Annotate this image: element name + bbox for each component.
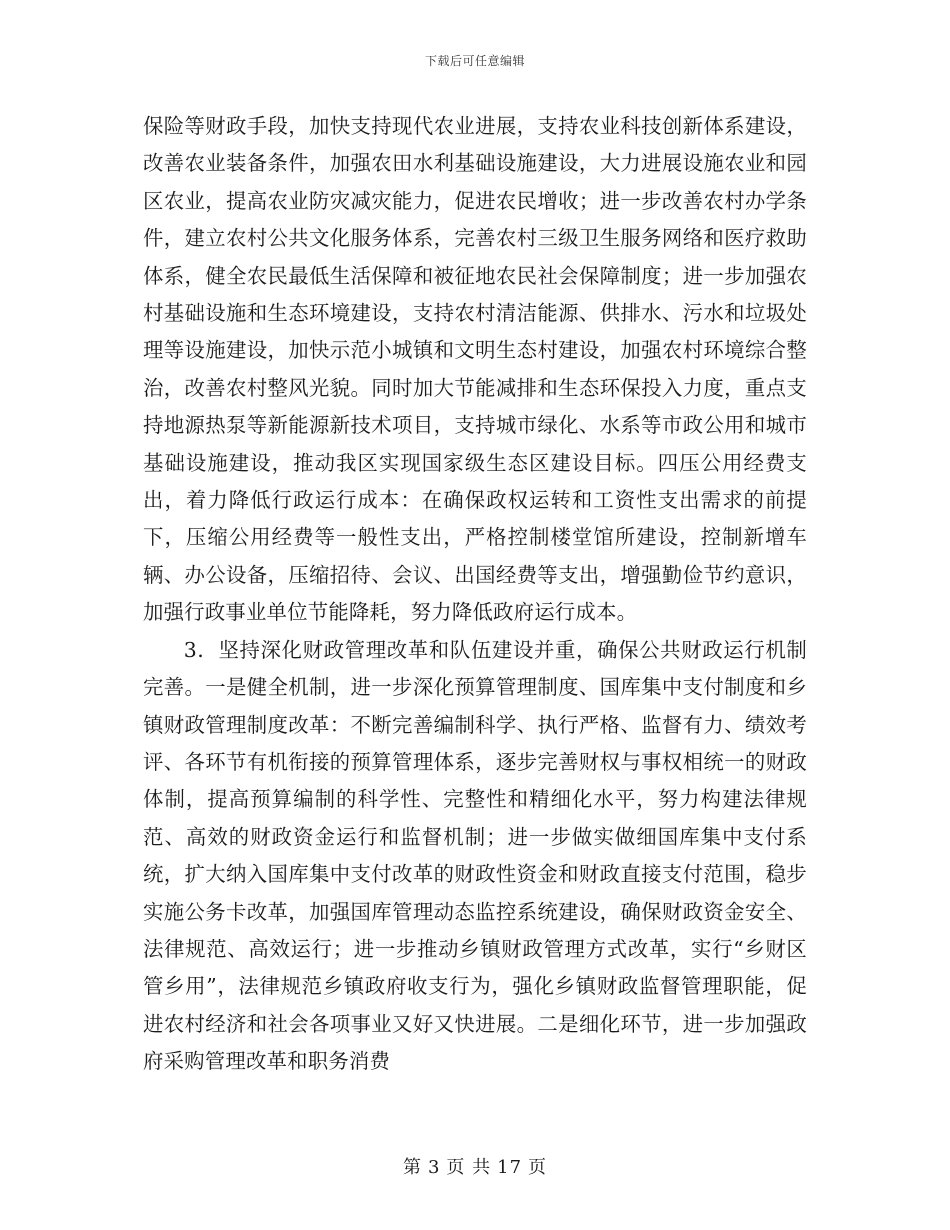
document-body: [143, 108, 807, 1081]
paragraph-1: 保险等财政手段，加快支持现代农业进展，支持农业科技创新体系建设，改善农业装备条件，加强农田水利基础设施建设，大力进展设施农业和园区农业，提高农业防灾减灾能力，促进农民增收；进一步改善农村办学条件，建立农村公共文化服务体系，完善农村三级卫生服务网络和医疗救助体系，健全农民最低生活保障和被征地农民社会保障制度；进一步加强农村基础设施和生态环境建设，支持农村清洁能源、供排水、污水和垃圾处理等设施建设，加快示范小城镇和文明生态村建设，加强农村环境综合整治，改善农村整风光貌。同时加大节能减排和生态环保投入力度，重点支持地源热泵等新能源新技术项目，支持城市绿化、水系等市政公用和城市基础设施建设，推动我区实现国家级生态区建设目标。四压公用经费支出，着力降低行政运行成本：在确保政权运转和工资性支出需求的前提下，压缩公用经费等一般性支出，严格控制楼堂馆所建设，控制新增车辆、办公设备，压缩招待、会议、出国经费等支出，增强勤俭节约意识，加强行政事业单位节能降耗，努力降低政府运行成本。: [143, 114, 807, 625]
paragraph-2: 3．坚持深化财政管理改革和队伍建设并重，确保公共财政运行机制完善。一是健全机制，进一步深化预算管理制度、国库集中支付制度和乡镇财政管理制度改革：不断完善编制科学、执行严格、监督有力、绩效考评、各环节有机衔接的预算管理体系，逐步完善财权与事权相统一的财政体制，提高预算编制的科学性、完整性和精细化水平，努力构建法律规范、高效的财政资金运行和监督机制；进一步做实做细国库集中支付系统，扩大纳入国库集中支付改革的财政性资金和财政直接支付范围，稳步实施公务卡改革，加强国库管理动态监控系统建设，确保财政资金安全、法律规范、高效运行；进一步推动乡镇财政管理方式改革，实行“乡财区管乡用”，法律规范乡镇政府收支行为，强化乡镇财政监督管理职能，促进农村经济和社会各项事业又好又快进展。二是细化环节，进一步加强政府采购管理改革和职务消费: [143, 637, 807, 1074]
footer-current-page: 3: [427, 1157, 441, 1178]
footer-suffix: 页: [528, 1157, 548, 1178]
page-header-note: 下载后可任意编辑: [424, 54, 525, 68]
footer-middle: 页 共: [446, 1157, 492, 1178]
page-number-footer: [0, 1153, 950, 1179]
footer-prefix: 第: [402, 1157, 422, 1178]
footer-total-pages: 17: [497, 1157, 523, 1178]
